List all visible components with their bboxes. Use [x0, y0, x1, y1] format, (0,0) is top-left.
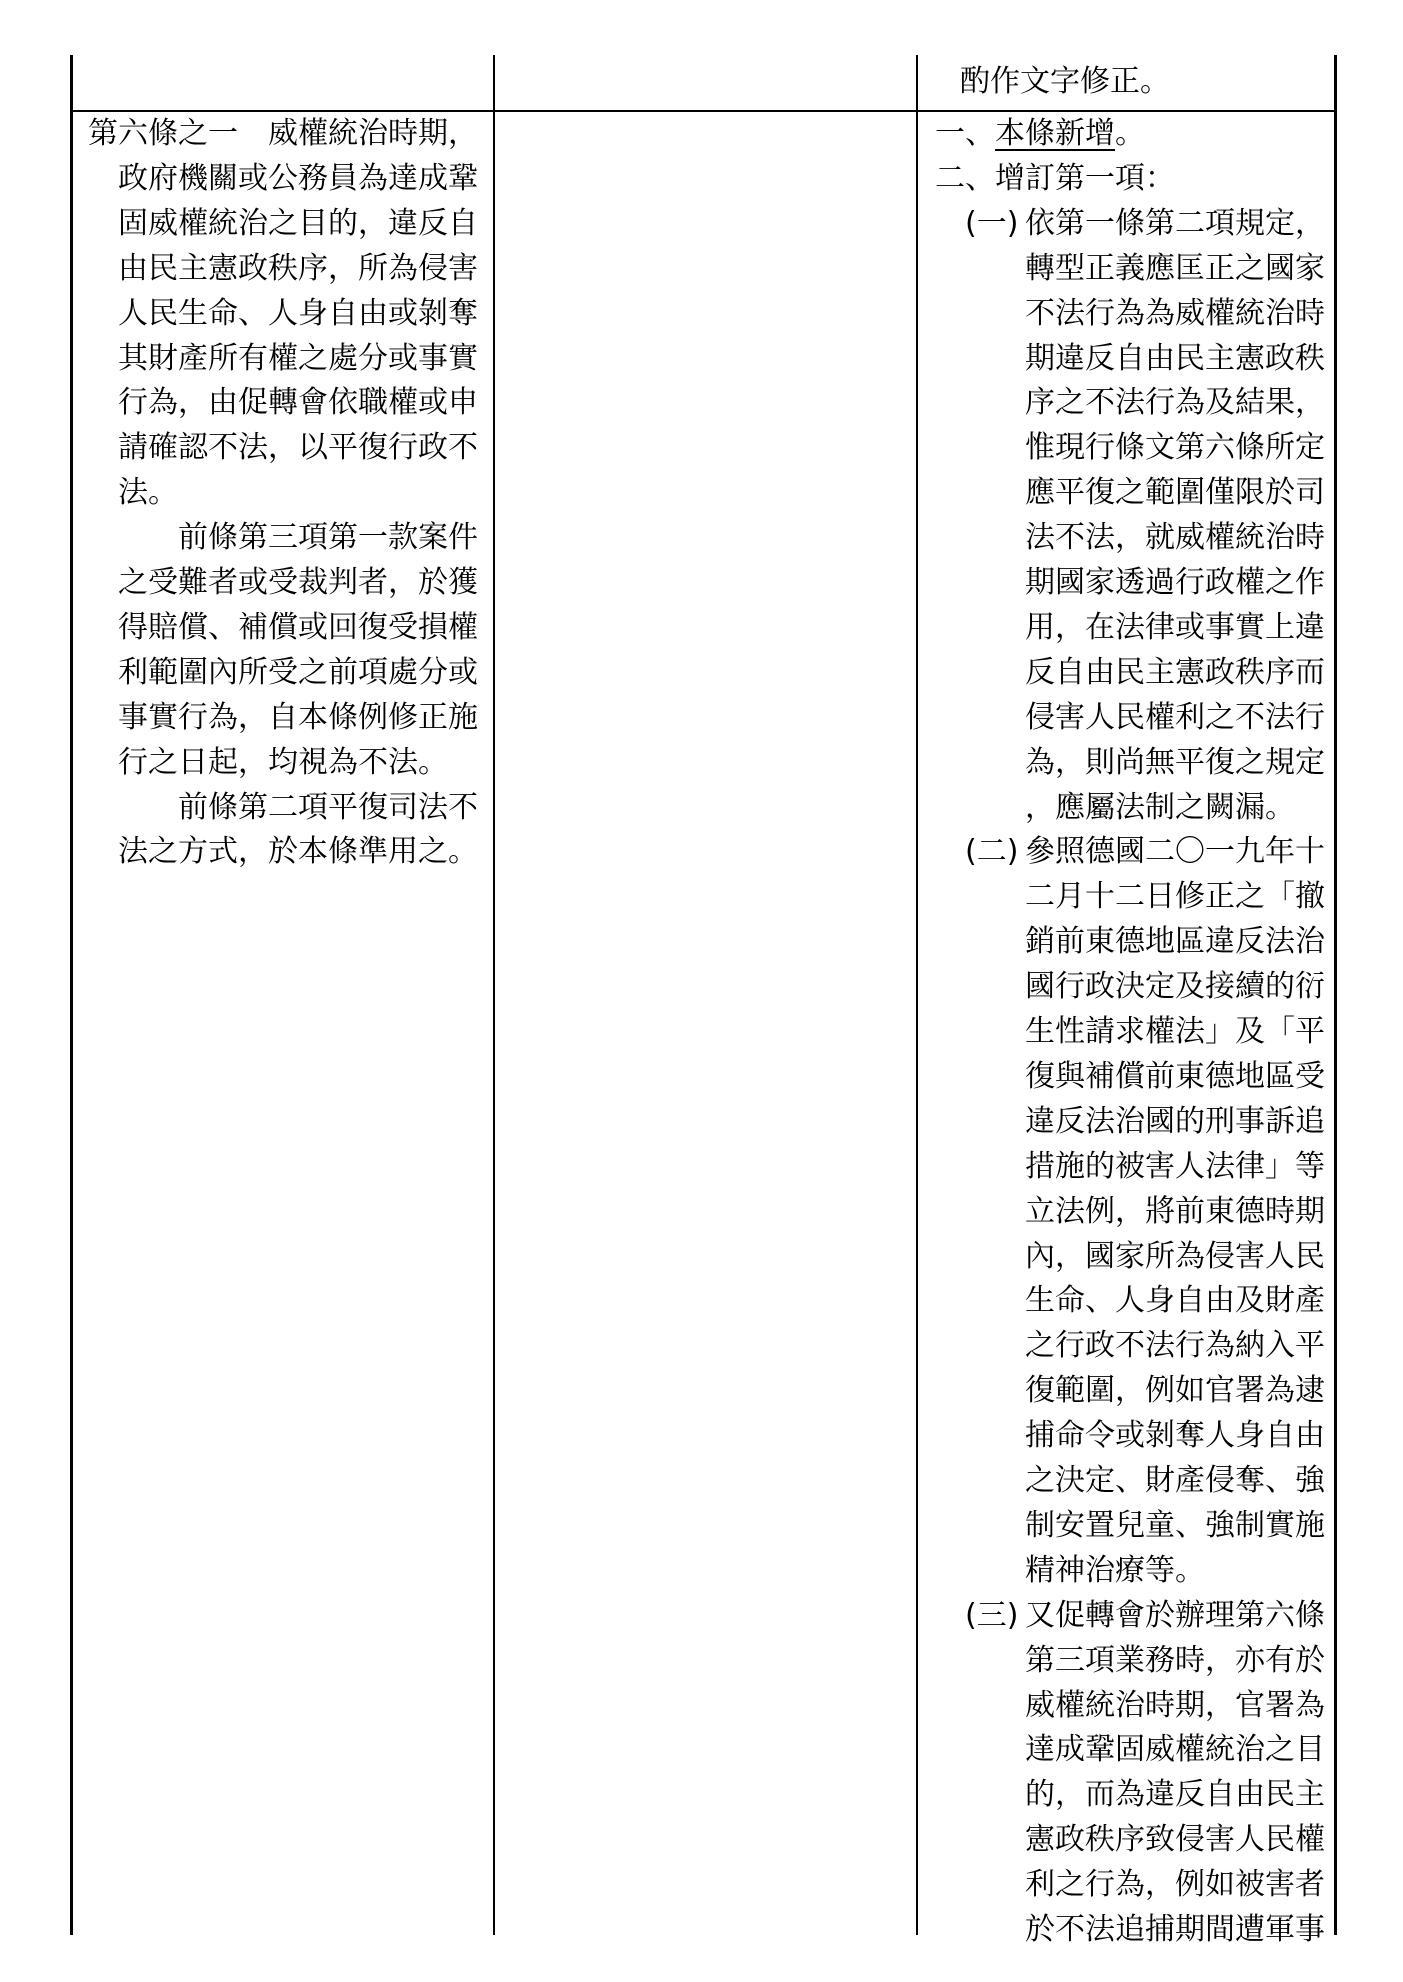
explanation-item-1	[935, 112, 1145, 156]
sub-item-2-line: 措施的被害人法律」等	[1025, 1148, 1325, 1184]
sub-item-2-line: 二月十二日修正之「撤	[1025, 879, 1325, 915]
sub-item-1-line: 法不法，就威權統治時	[1025, 520, 1325, 556]
sub-item-2-line: 生命、人身自由及財產	[1025, 1283, 1325, 1319]
sub-item-1-line: 惟現行條文第六條所定	[1025, 430, 1325, 466]
sub-item-2-line: 立法例，將前東德時期	[1025, 1193, 1325, 1229]
sub-item-2-line: 違反法治國的刑事訴追	[1025, 1103, 1325, 1139]
table-right-border	[1334, 55, 1337, 1935]
item-1-underlined-text: 本條新增	[995, 116, 1115, 151]
sub-item-2-line: 復範圍，例如官署為逮	[1025, 1373, 1325, 1409]
sub-item-2-line: 之決定、財產侵奪、強	[1025, 1463, 1325, 1498]
article-line: 法之方式，於本條準用之。	[118, 834, 478, 870]
sub-item-1-line: 侵害人民權利之不法行	[1025, 699, 1325, 735]
sub-item-3-line: 又促轉會於辦理第六條	[1025, 1597, 1325, 1633]
sub-item-1-line: 轉型正義應匡正之國家	[1025, 250, 1325, 286]
sub-item-3-marker: (三)	[965, 1597, 1019, 1633]
sub-item-1-line: 序之不法行為及結果，	[1025, 385, 1325, 421]
sub-item-3-line: 的，而為違反自由民主	[1025, 1777, 1325, 1813]
sub-item-1-line: 用，在法律或事實上違	[1025, 609, 1325, 645]
article-line: 行為，由促轉會依職權或申	[118, 385, 478, 421]
article-line: 利範圍內所受之前項處分或	[118, 654, 478, 690]
sub-item-2-line: 之行政不法行為納入平	[1025, 1328, 1325, 1364]
sub-item-1-line: 不法行為為威權統治時	[1025, 295, 1325, 331]
sub-item-1-line: 期國家透過行政權之作	[1025, 565, 1325, 600]
sub-item-3-line: 威權統治時期，官署為	[1025, 1687, 1325, 1723]
sub-item-3-line: 於不法追捕期間遭軍事	[1025, 1912, 1325, 1947]
sub-item-2-line: 內，國家所為侵害人民	[1025, 1238, 1325, 1274]
column-divider-1	[493, 55, 495, 1935]
sub-item-1-line: ，應屬法制之闕漏。	[1025, 789, 1295, 825]
article-line: 由民主憲政秩序，所為侵害	[118, 250, 478, 286]
sub-item-2-line: 復與補償前東德地區受	[1025, 1058, 1325, 1094]
sub-item-1-line: 期違反自由民主憲政秩	[1025, 340, 1325, 376]
article-line: 固威權統治之目的，違反自	[118, 205, 478, 241]
item-1-period: 。	[1115, 116, 1145, 151]
article-line: 之受難者或受裁判者，於獲	[118, 565, 478, 600]
sub-item-2-line: 捕命令或剝奪人身自由	[1025, 1418, 1325, 1454]
sub-item-3-line: 達成鞏固威權統治之目	[1025, 1732, 1325, 1768]
sub-item-1-line: 應平復之範圍僅限於司	[1025, 475, 1325, 511]
article-line: 請確認不法，以平復行政不	[118, 430, 478, 466]
sub-item-1-line: 反自由民主憲政秩序而	[1025, 654, 1325, 690]
article-line: 法。	[118, 475, 178, 511]
sub-item-2-line: 參照德國二〇一九年十	[1025, 834, 1325, 870]
sub-item-1-line: 為，則尚無平復之規定	[1025, 744, 1325, 780]
sub-item-2-line: 銷前東德地區違反法治	[1025, 924, 1325, 960]
article-line: 第六條之一 威權統治時期，	[88, 116, 478, 151]
sub-item-2-line: 精神治療等。	[1025, 1552, 1205, 1588]
article-line: 其財產所有權之處分或事實	[118, 340, 478, 376]
explanation-item-2: 二、增訂第一項：	[935, 161, 1175, 196]
sub-item-1-line: 依第一條第二項規定，	[1025, 205, 1325, 241]
article-line: 政府機關或公務員為達成鞏	[118, 160, 478, 196]
article-line: 得賠償、補償或回復受損權	[118, 609, 478, 645]
sub-item-2-line: 國行政決定及接續的衍	[1025, 969, 1325, 1005]
sub-item-2-marker: (二)	[965, 834, 1019, 870]
sub-item-2-line: 制安置兒童、強制實施	[1025, 1507, 1325, 1543]
sub-item-3-line: 利之行為，例如被害者	[1025, 1867, 1325, 1903]
article-line: 人民生命、人身自由或剝奪	[118, 295, 478, 331]
current-text-cell	[510, 112, 900, 1912]
table-left-border	[70, 55, 73, 1935]
article-line: 前條第二項平復司法不	[178, 789, 478, 825]
article-line: 前條第三項第一款案件	[178, 520, 478, 556]
article-line: 事實行為，自本條例修正施	[118, 699, 478, 735]
article-line: 行之日起，均視為不法。	[118, 744, 448, 780]
item-1-number: 一、	[935, 116, 995, 151]
sub-item-2-line: 生性請求權法」及「平	[1025, 1014, 1325, 1049]
sub-item-3-line: 第三項業務時，亦有於	[1025, 1642, 1325, 1678]
explanation-continuation-line: 酌作文字修正。	[960, 64, 1170, 99]
column-divider-2	[916, 55, 918, 1935]
sub-item-3-line: 憲政秩序致侵害人民權	[1025, 1822, 1325, 1858]
sub-item-1-marker: (一)	[965, 205, 1019, 241]
